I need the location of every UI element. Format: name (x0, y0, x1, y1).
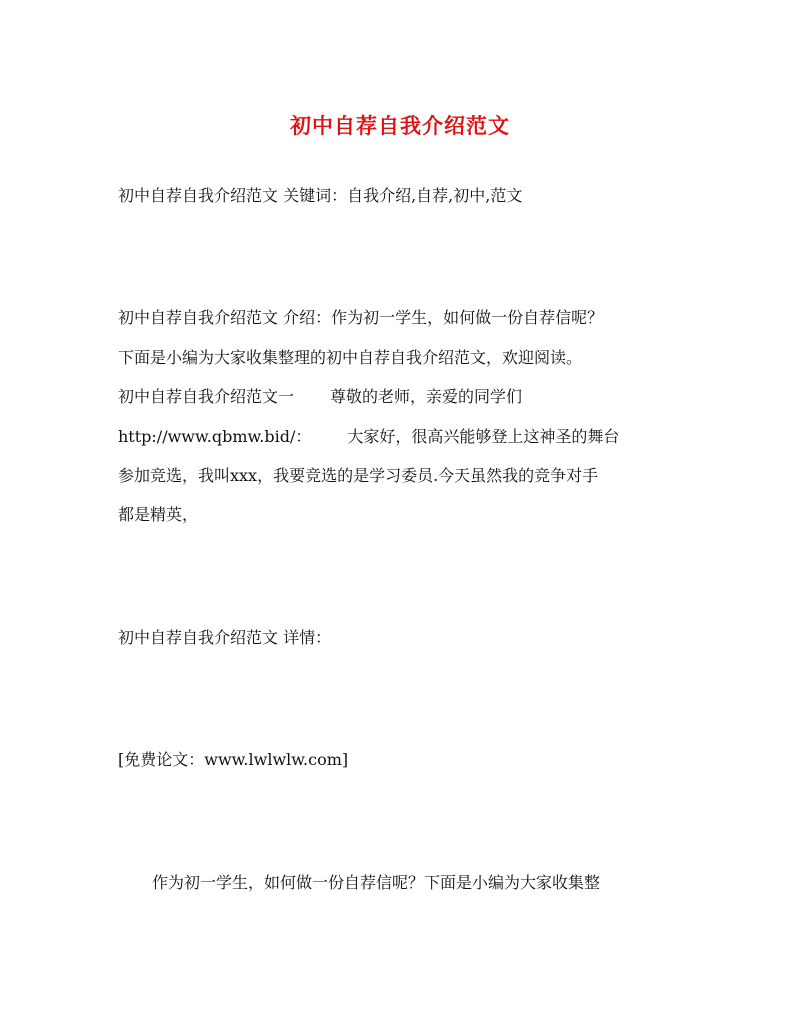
sample-heading: 初中自荐自我介绍范文一 (118, 387, 295, 406)
intro-line-2: 下面是小编为大家收集整理的初中自荐自我介绍范文，欢迎阅读。 (118, 348, 583, 367)
intro-line-1: 初中自荐自我介绍范文 介绍：作为初一学生，如何做一份自荐信呢？ (118, 308, 604, 327)
keywords-line: 初中自荐自我介绍范文 关键词：自我介绍,自荐,初中,范文 (118, 186, 523, 205)
sample-text-2: 参加竞选，我叫xxx，我要竞选的是学习委员.今天虽然我的竞争对手 (118, 466, 599, 485)
sample-text-1: 大家好，很高兴能够登上这神圣的舞台 (347, 427, 620, 446)
sample-heading-row (118, 385, 522, 409)
body-paragraph-start: 作为初一学生，如何做一份自荐信呢？下面是小编为大家收集整 (152, 873, 601, 892)
document-title: 初中自荐自我介绍范文 (290, 113, 510, 138)
sample-url-row (118, 425, 619, 449)
sample-greeting: 尊敬的老师，亲爱的同学们 (330, 387, 523, 406)
source-line: [免费论文：www.lwlwlw.com] (118, 750, 349, 769)
details-line: 初中自荐自我介绍范文 详情： (118, 628, 332, 647)
sample-url: http://www.qbmw.bid/： (118, 427, 312, 446)
sample-text-3: 都是精英， (118, 505, 199, 524)
